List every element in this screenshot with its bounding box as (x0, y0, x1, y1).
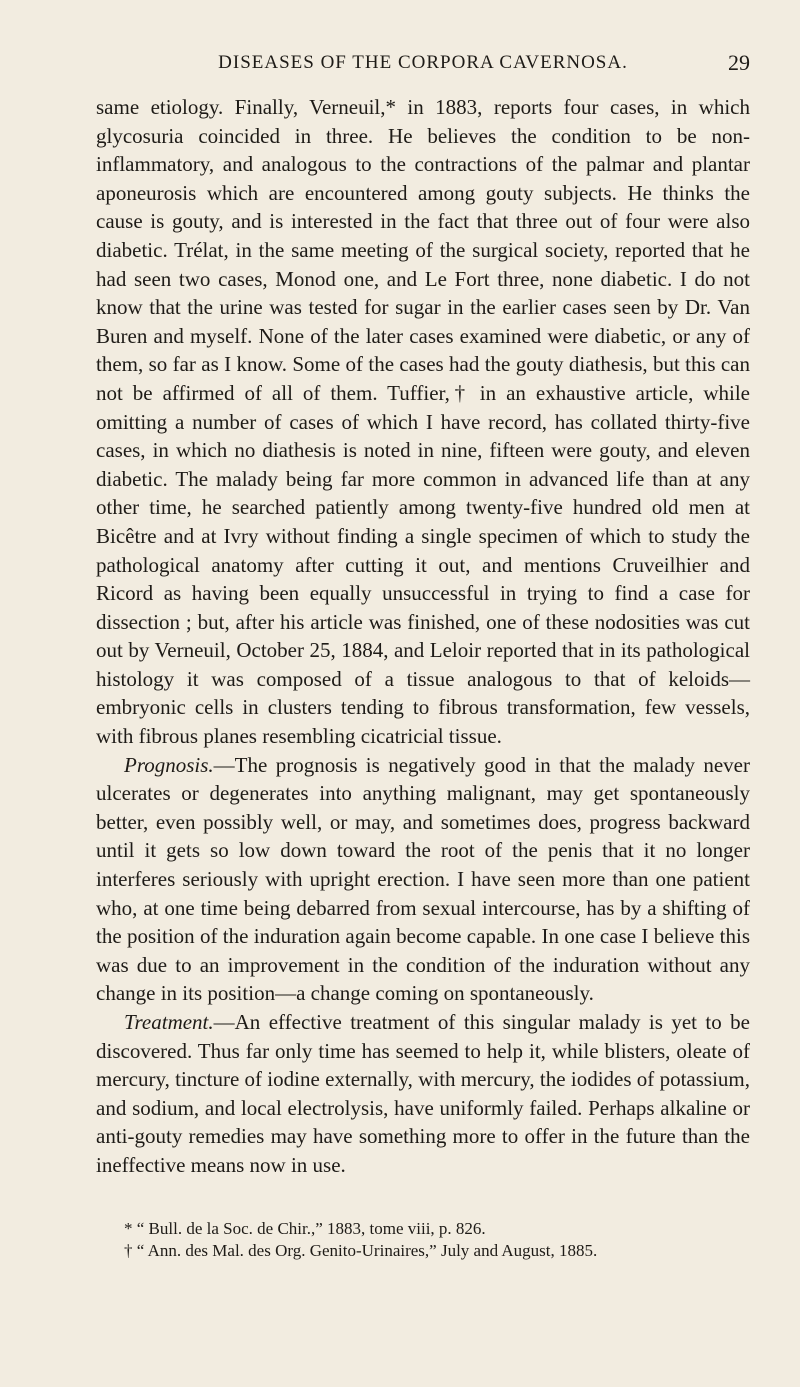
paragraph-treatment (96, 1008, 750, 1180)
paragraph-prognosis (96, 751, 750, 1008)
treatment-text: —An effective treatment of this singular malady is yet to be discovered. Thus far only time has seemed to help it, while blisters, oleate of mercury, tincture of iodine externally, with mercury, the iodides of potassium, and sodium, and local electrolysis, have uniformly failed. Perhaps alkaline or anti-gouty remedies may have something more to offer in the future than the ineffective means now in use. (96, 1010, 750, 1177)
paragraph-etiology: same etiology. Finally, Verneuil,* in 1883, reports four cases, in which glycosuria coincided in three. He believes the condition to be non-inflammatory, and analogous to the contractions of the palmar and plantar aponeurosis which are encountered among gouty subjects. He thinks the cause is gouty, and is interested in the fact that three out of four were also diabetic. Trélat, in the same meeting of the surgical society, reported that he had seen two cases, Monod one, and Le Fort three, none diabetic. I do not know that the urine was tested for sugar in the earlier cases seen by Dr. Van Buren and myself. None of the later cases examined were diabetic, or any of them, so far as I know. Some of the cases had the gouty diathesis, but this can not be affirmed of all of them. Tuffier,† in an exhaustive article, while omitting a number of cases of which I have record, has collated thirty-five cases, in which no diathesis is noted in nine, fifteen were gouty, and eleven diabetic. The malady being far more common in advanced life than at any other time, he searched patiently among twenty-five hundred old men at Bicêtre and at Ivry without finding a single specimen of which to study the pathological anatomy after cutting it out, and mentions Cruveilhier and Ricord as having been equally unsuccessful in trying to find a case for dissection ; but, after his article was finished, one of these nodosities was cut out by Verneuil, October 25, 1884, and Leloir reported that in its pathological histology it was composed of a tissue analogous to that of keloids—embryonic cells in clusters tending to fibrous transformation, few vessels, with fibrous planes resembling cicatricial tissue. (96, 95, 750, 749)
prognosis-heading: Prognosis. (124, 752, 214, 777)
page-number: 29 (728, 50, 750, 75)
page-header (96, 52, 750, 82)
prognosis-text: —The prognosis is negatively good in that the malady never ulcerates or degenerates into anything malignant, may get spontaneously better, even possibly well, or may, and sometimes does, progress backward until it gets so low down toward the root of the penis that it no longer interferes seriously with upright erection. I have seen more than one patient who, at one time being debarred from sexual intercourse, has by a shifting of the position of the induration again become capable. In one case I believe this was due to an improvement in the condition of the induration without any change in its position—a change coming on spontaneously. (96, 752, 750, 1006)
footnotes (96, 1218, 750, 1262)
running-head: DISEASES OF THE CORPORA CAVERNOSA. (218, 52, 628, 73)
footnote-2: † “ Ann. des Mal. des Org. Genito-Urinaires,” July and August, 1885. (124, 1241, 598, 1260)
footnote-1: * “ Bull. de la Soc. de Chir.,” 1883, tome viii, p. 826. (124, 1219, 486, 1238)
body-text (96, 93, 750, 1180)
treatment-heading: Treatment. (124, 1010, 214, 1034)
